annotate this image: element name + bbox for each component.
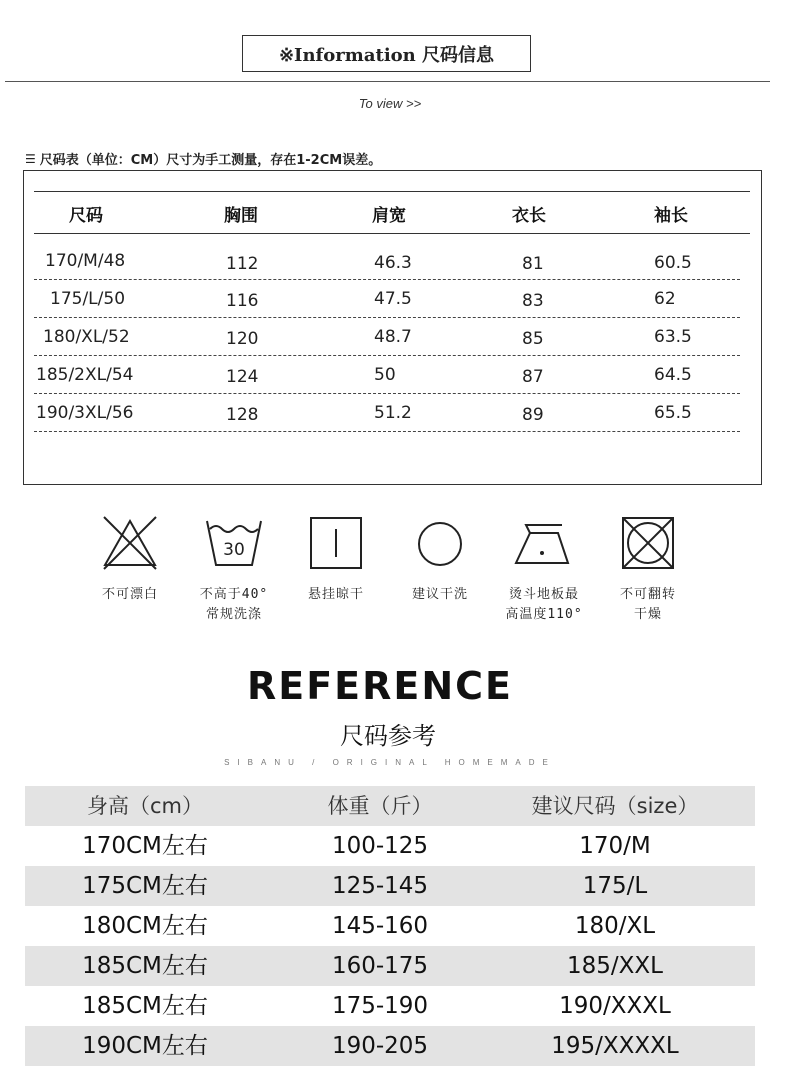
- no-bleach-icon: [100, 515, 160, 571]
- column-header-length: 衣长: [512, 206, 546, 226]
- to-view-link[interactable]: To view >>: [358, 96, 422, 111]
- size-note: [25, 149, 381, 168]
- cell-chest: 128: [226, 405, 259, 425]
- column-header-sleeve: 袖长: [654, 206, 688, 226]
- table-row: [25, 826, 755, 866]
- table-row: [25, 866, 755, 906]
- cell-length: 87: [522, 367, 544, 387]
- cell-shoulder: 46.3: [374, 253, 412, 273]
- column-header-shoulder: 肩宽: [372, 206, 406, 226]
- cell-shoulder: 50: [374, 365, 396, 385]
- column-header-size: 尺码: [69, 206, 103, 226]
- column-header-height: 身高（cm）: [86, 794, 203, 818]
- care-item-dry-clean: [390, 515, 490, 605]
- care-label: 建议干洗: [411, 587, 468, 602]
- care-label: 不高于40° 常规洗涤: [199, 587, 269, 622]
- cell-chest: 112: [226, 254, 259, 274]
- care-item-no-bleach: [80, 515, 180, 605]
- hang-dry-icon: [306, 515, 366, 571]
- cell-length: 89: [522, 405, 544, 425]
- cell-sleeve: 60.5: [654, 253, 692, 273]
- cell-suggested-size: 190/XXXL: [559, 993, 671, 1019]
- care-label: 不可漂白: [101, 587, 158, 602]
- size-table: [23, 170, 762, 485]
- cell-height: 175CM左右: [82, 873, 208, 899]
- cell-weight: 100-125: [331, 833, 429, 859]
- table-row: [34, 317, 740, 356]
- table-row: [34, 355, 740, 394]
- no-tumble-dry-icon: [618, 515, 678, 571]
- cell-weight: 125-145: [331, 873, 429, 899]
- table-top-rule: [34, 191, 750, 192]
- cell-sleeve: 64.5: [654, 365, 692, 385]
- cell-length: 81: [522, 254, 544, 274]
- cell-suggested-size: 185/XXL: [567, 953, 663, 979]
- cell-weight: 190-205: [331, 1033, 429, 1059]
- cell-height: 190CM左右: [82, 1033, 208, 1059]
- column-header-chest: 胸围: [224, 206, 258, 226]
- cell-suggested-size: 175/L: [582, 873, 648, 899]
- table-row: [34, 241, 740, 280]
- care-item-no-tumble-dry: [598, 515, 698, 625]
- cell-size: 175/L/50: [50, 289, 126, 309]
- table-row: [25, 986, 755, 1026]
- brand-tagline: SIBANU / ORIGINAL HOMEMADE: [224, 758, 556, 767]
- table-row: [25, 1026, 755, 1066]
- cell-height: 185CM左右: [82, 993, 208, 1019]
- cell-length: 85: [522, 329, 544, 349]
- table-row: [25, 946, 755, 986]
- dry-clean-icon: [410, 515, 470, 571]
- cell-weight: 145-160: [331, 913, 429, 939]
- care-label: 不可翻转 干燥: [619, 587, 676, 622]
- cell-chest: 124: [226, 367, 259, 387]
- column-header-suggested-size: 建议尺码（size）: [531, 794, 699, 818]
- list-icon: ☰: [25, 151, 36, 166]
- table-header-rule: [34, 233, 750, 234]
- cell-suggested-size: 180/XL: [574, 913, 656, 939]
- cell-suggested-size: 170/M: [579, 833, 651, 859]
- reference-subtitle: 尺码参考: [340, 722, 436, 750]
- table-row: [25, 906, 755, 946]
- care-item-hang-dry: [286, 515, 386, 605]
- reference-table: [25, 786, 755, 1066]
- iron-icon: [512, 515, 576, 571]
- cell-sleeve: 63.5: [654, 327, 692, 347]
- cell-chest: 120: [226, 329, 259, 349]
- table-row: [34, 393, 740, 432]
- care-item-iron: [494, 515, 594, 625]
- cell-height: 170CM左右: [82, 833, 208, 859]
- cell-weight: 160-175: [331, 953, 429, 979]
- svg-text:30: 30: [223, 540, 245, 560]
- cell-height: 180CM左右: [82, 913, 208, 939]
- size-note-text: 尺码表（单位：CM）尺寸为手工测量，存在1-2CM误差。: [39, 153, 382, 168]
- care-item-wash: [184, 515, 284, 625]
- cell-size: 180/XL/52: [43, 327, 130, 347]
- cell-weight: 175-190: [331, 993, 429, 1019]
- reference-header-row: [25, 786, 755, 826]
- cell-sleeve: 62: [654, 289, 676, 309]
- section-title: ※Information 尺码信息: [242, 35, 531, 72]
- reference-title: REFERENCE: [246, 664, 513, 708]
- cell-sleeve: 65.5: [654, 403, 692, 423]
- cell-length: 83: [522, 291, 544, 311]
- cell-shoulder: 48.7: [374, 327, 412, 347]
- cell-size: 190/3XL/56: [36, 403, 134, 423]
- cell-shoulder: 51.2: [374, 403, 412, 423]
- cell-chest: 116: [226, 291, 259, 311]
- cell-height: 185CM左右: [82, 953, 208, 979]
- header-divider: [5, 81, 770, 82]
- cell-size: 185/2XL/54: [36, 365, 134, 385]
- care-label: 烫斗地板最 高温度110°: [505, 587, 583, 622]
- care-label: 悬挂晾干: [307, 587, 364, 602]
- column-header-weight: 体重（斤）: [327, 794, 433, 818]
- cell-size: 170/M/48: [45, 251, 126, 271]
- wash-30-icon: [204, 515, 264, 571]
- cell-suggested-size: 195/XXXXL: [551, 1033, 679, 1059]
- table-row: [34, 279, 740, 318]
- cell-shoulder: 47.5: [374, 289, 412, 309]
